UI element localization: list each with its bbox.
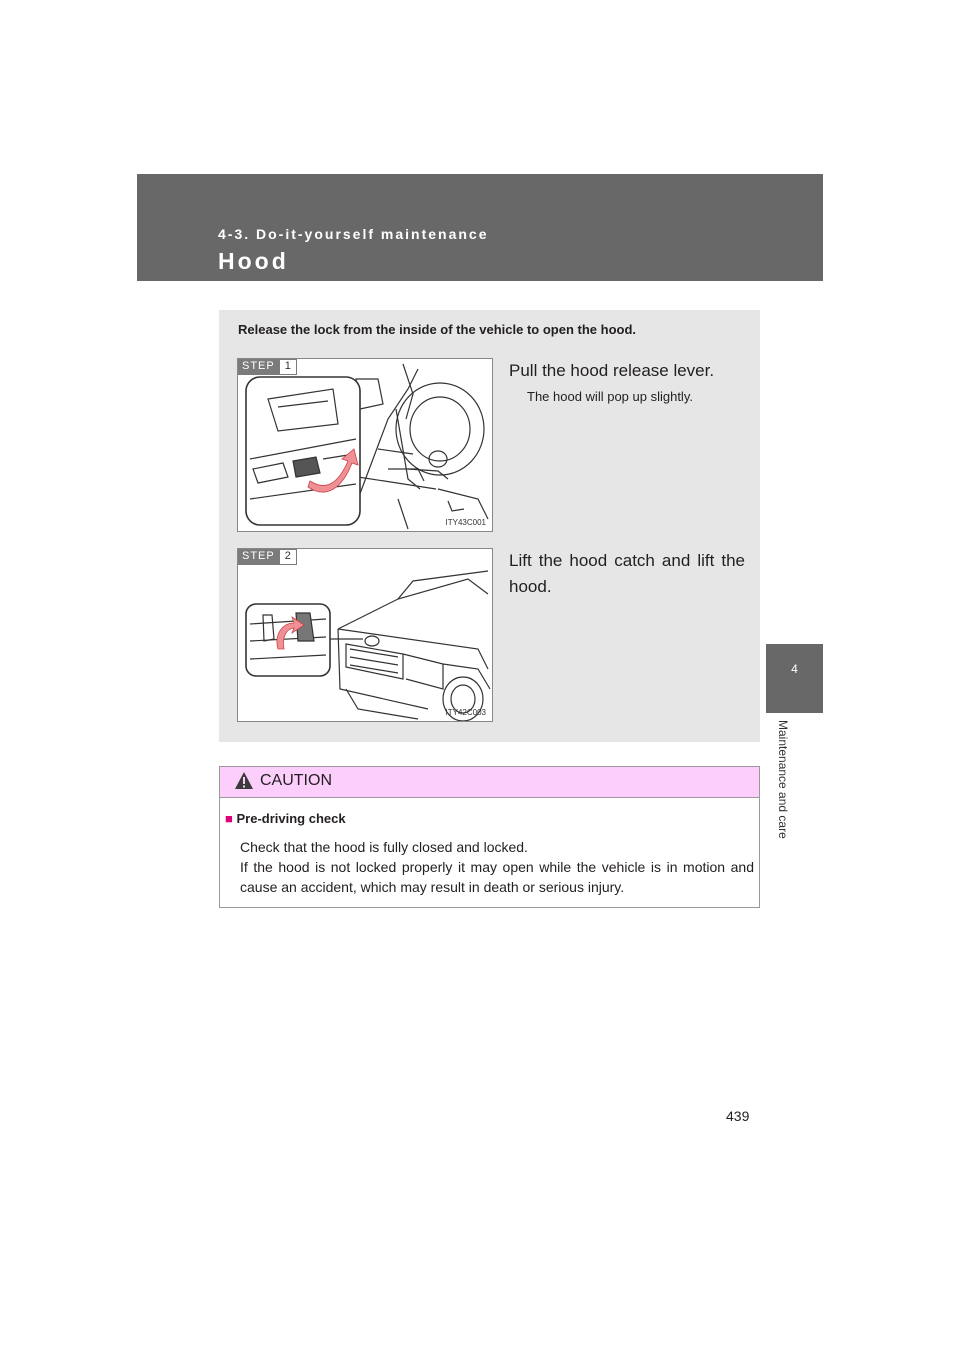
warning-icon xyxy=(234,771,254,791)
caution-subheading xyxy=(225,811,346,826)
step-1-note: The hood will pop up slightly. xyxy=(527,389,693,404)
caution-line: If the hood is not locked properly it may open while the vehicle is in motion and cause an accident, which may result in death or serious injury. xyxy=(240,859,754,895)
step-badge-label: STEP xyxy=(238,549,279,565)
intro-text: Release the lock from the inside of the vehicle to open the hood. xyxy=(238,322,637,337)
caution-body xyxy=(240,837,754,897)
caution-box xyxy=(219,766,760,908)
caution-header xyxy=(220,767,759,798)
caution-title: CAUTION xyxy=(260,772,332,789)
hood-release-lever-illustration xyxy=(238,359,492,531)
page-number: 439 xyxy=(726,1108,750,1124)
page-title: Hood xyxy=(218,248,289,274)
caution-line: Check that the hood is fully closed and locked. xyxy=(240,839,528,855)
chapter-tab-number: 4 xyxy=(791,662,798,676)
caution-subheading-text: Pre-driving check xyxy=(236,811,346,826)
figure-code: ITY43C001 xyxy=(445,518,486,527)
chapter-tab-label: Maintenance and care xyxy=(776,720,790,839)
step-badge-number: 2 xyxy=(279,549,297,565)
step-badge-number: 1 xyxy=(279,359,297,375)
step-1-figure xyxy=(237,358,493,532)
step-badge-label: STEP xyxy=(238,359,279,375)
hood-catch-illustration xyxy=(238,549,492,721)
step-2-text: Lift the hood catch and lift the hood. xyxy=(509,551,745,596)
chapter-tab[interactable] xyxy=(766,644,823,713)
square-bullet-icon: ■ xyxy=(225,811,233,826)
step-1-text: Pull the hood release lever. xyxy=(509,361,715,380)
section-label: 4-3. Do-it-yourself maintenance xyxy=(218,226,489,242)
step-2-figure xyxy=(237,548,493,722)
figure-code: ITY42C003 xyxy=(445,708,486,717)
